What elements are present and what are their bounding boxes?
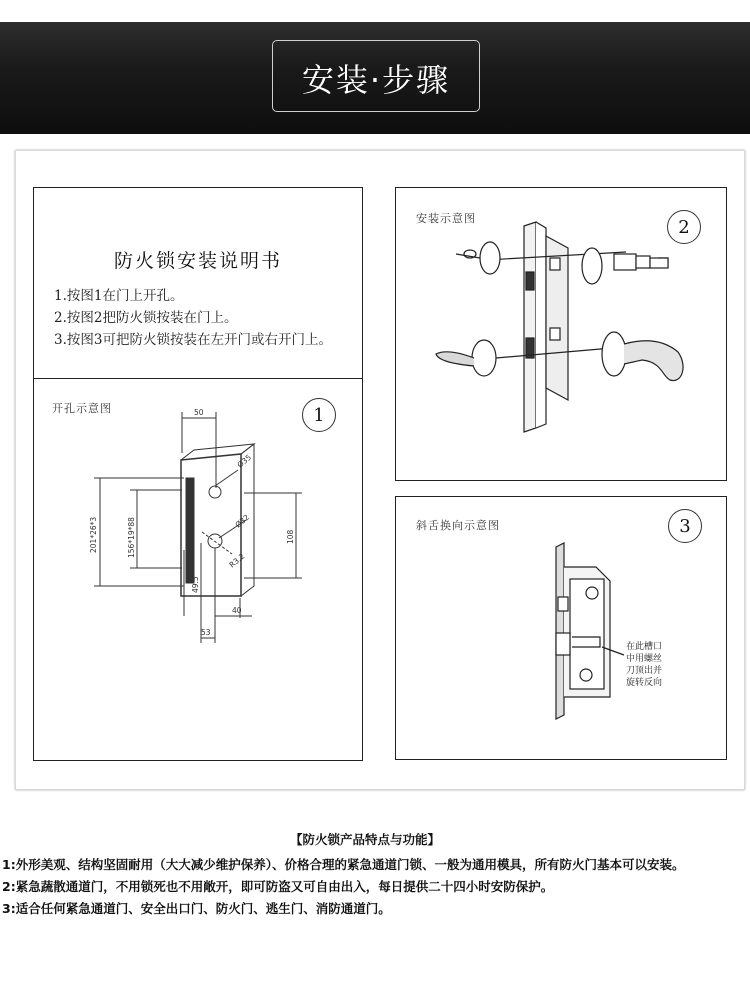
step-2: 2.按图2把防火锁按装在门上。 [54, 310, 238, 326]
dim-201x26x3: 201*26*3 [89, 516, 98, 553]
lock-assembly-illustration [396, 188, 728, 482]
step-1: 1.按图1在门上开孔。 [54, 288, 184, 304]
dim-40: 40 [232, 606, 242, 615]
dim-r3-2: R3.2 [227, 551, 247, 570]
dim-108: 108 [286, 529, 295, 544]
dim-50: 50 [194, 408, 204, 417]
drilling-diagram [34, 188, 364, 762]
features-heading: 【防火锁产品特点与功能】 [289, 832, 440, 847]
installation-diagram-panel [395, 187, 727, 481]
manual-title: 防火锁安装说明书 [113, 250, 282, 272]
instruction-sheet [15, 150, 745, 790]
mortise-lock-illustration [396, 497, 728, 761]
drilling-diagram-label: 开孔示意图 [52, 402, 112, 415]
step-3: 3.按图3可把防火锁按装在左开门或右开门上。 [54, 332, 332, 348]
note-line-1: 在此槽口 [626, 642, 663, 652]
diagram-number-3: 3 [668, 509, 702, 543]
feature-item-3: 3:适合任何紧急通道门、安全出口门、防火门、逃生门、消防通道门。 [2, 901, 391, 916]
header-banner [0, 22, 750, 134]
diagram-number-2: 2 [667, 210, 701, 244]
dim-49-5: 49.5 [191, 576, 200, 593]
latch-reversal-label: 斜舌换向示意图 [416, 519, 500, 532]
dim-156x19x88: 156*19*88 [127, 517, 136, 558]
installation-diagram-label: 安装示意图 [416, 212, 476, 225]
note-line-2: 中用螺丝 [626, 654, 663, 664]
product-features [0, 830, 750, 920]
instruction-panel [33, 187, 363, 761]
dim-diameter-32: Ø32 [233, 512, 252, 530]
feature-item-2: 2:紧急蔬散通道门，不用锁死也不用敞开，即可防盗又可自由出入，每日提供二十四小时安防保护。 [2, 879, 554, 894]
note-line-3: 刀顶出并 [626, 666, 663, 676]
dim-53: 53 [201, 628, 211, 637]
banner-title: 安装·步骤 [301, 61, 451, 99]
dim-diameter-35: Ø35 [235, 452, 254, 470]
note-line-4: 旋转反向 [626, 678, 663, 688]
diagram-number-1: 1 [302, 398, 336, 432]
feature-item-1: 1:外形美观、结构坚固耐用（大大减少维护保养）、价格合理的紧急通道门锁、一般为通用模具，所有防火门基本可以安装。 [2, 857, 685, 872]
banner-title-frame [272, 40, 480, 112]
latch-reversal-diagram-panel [395, 496, 727, 760]
